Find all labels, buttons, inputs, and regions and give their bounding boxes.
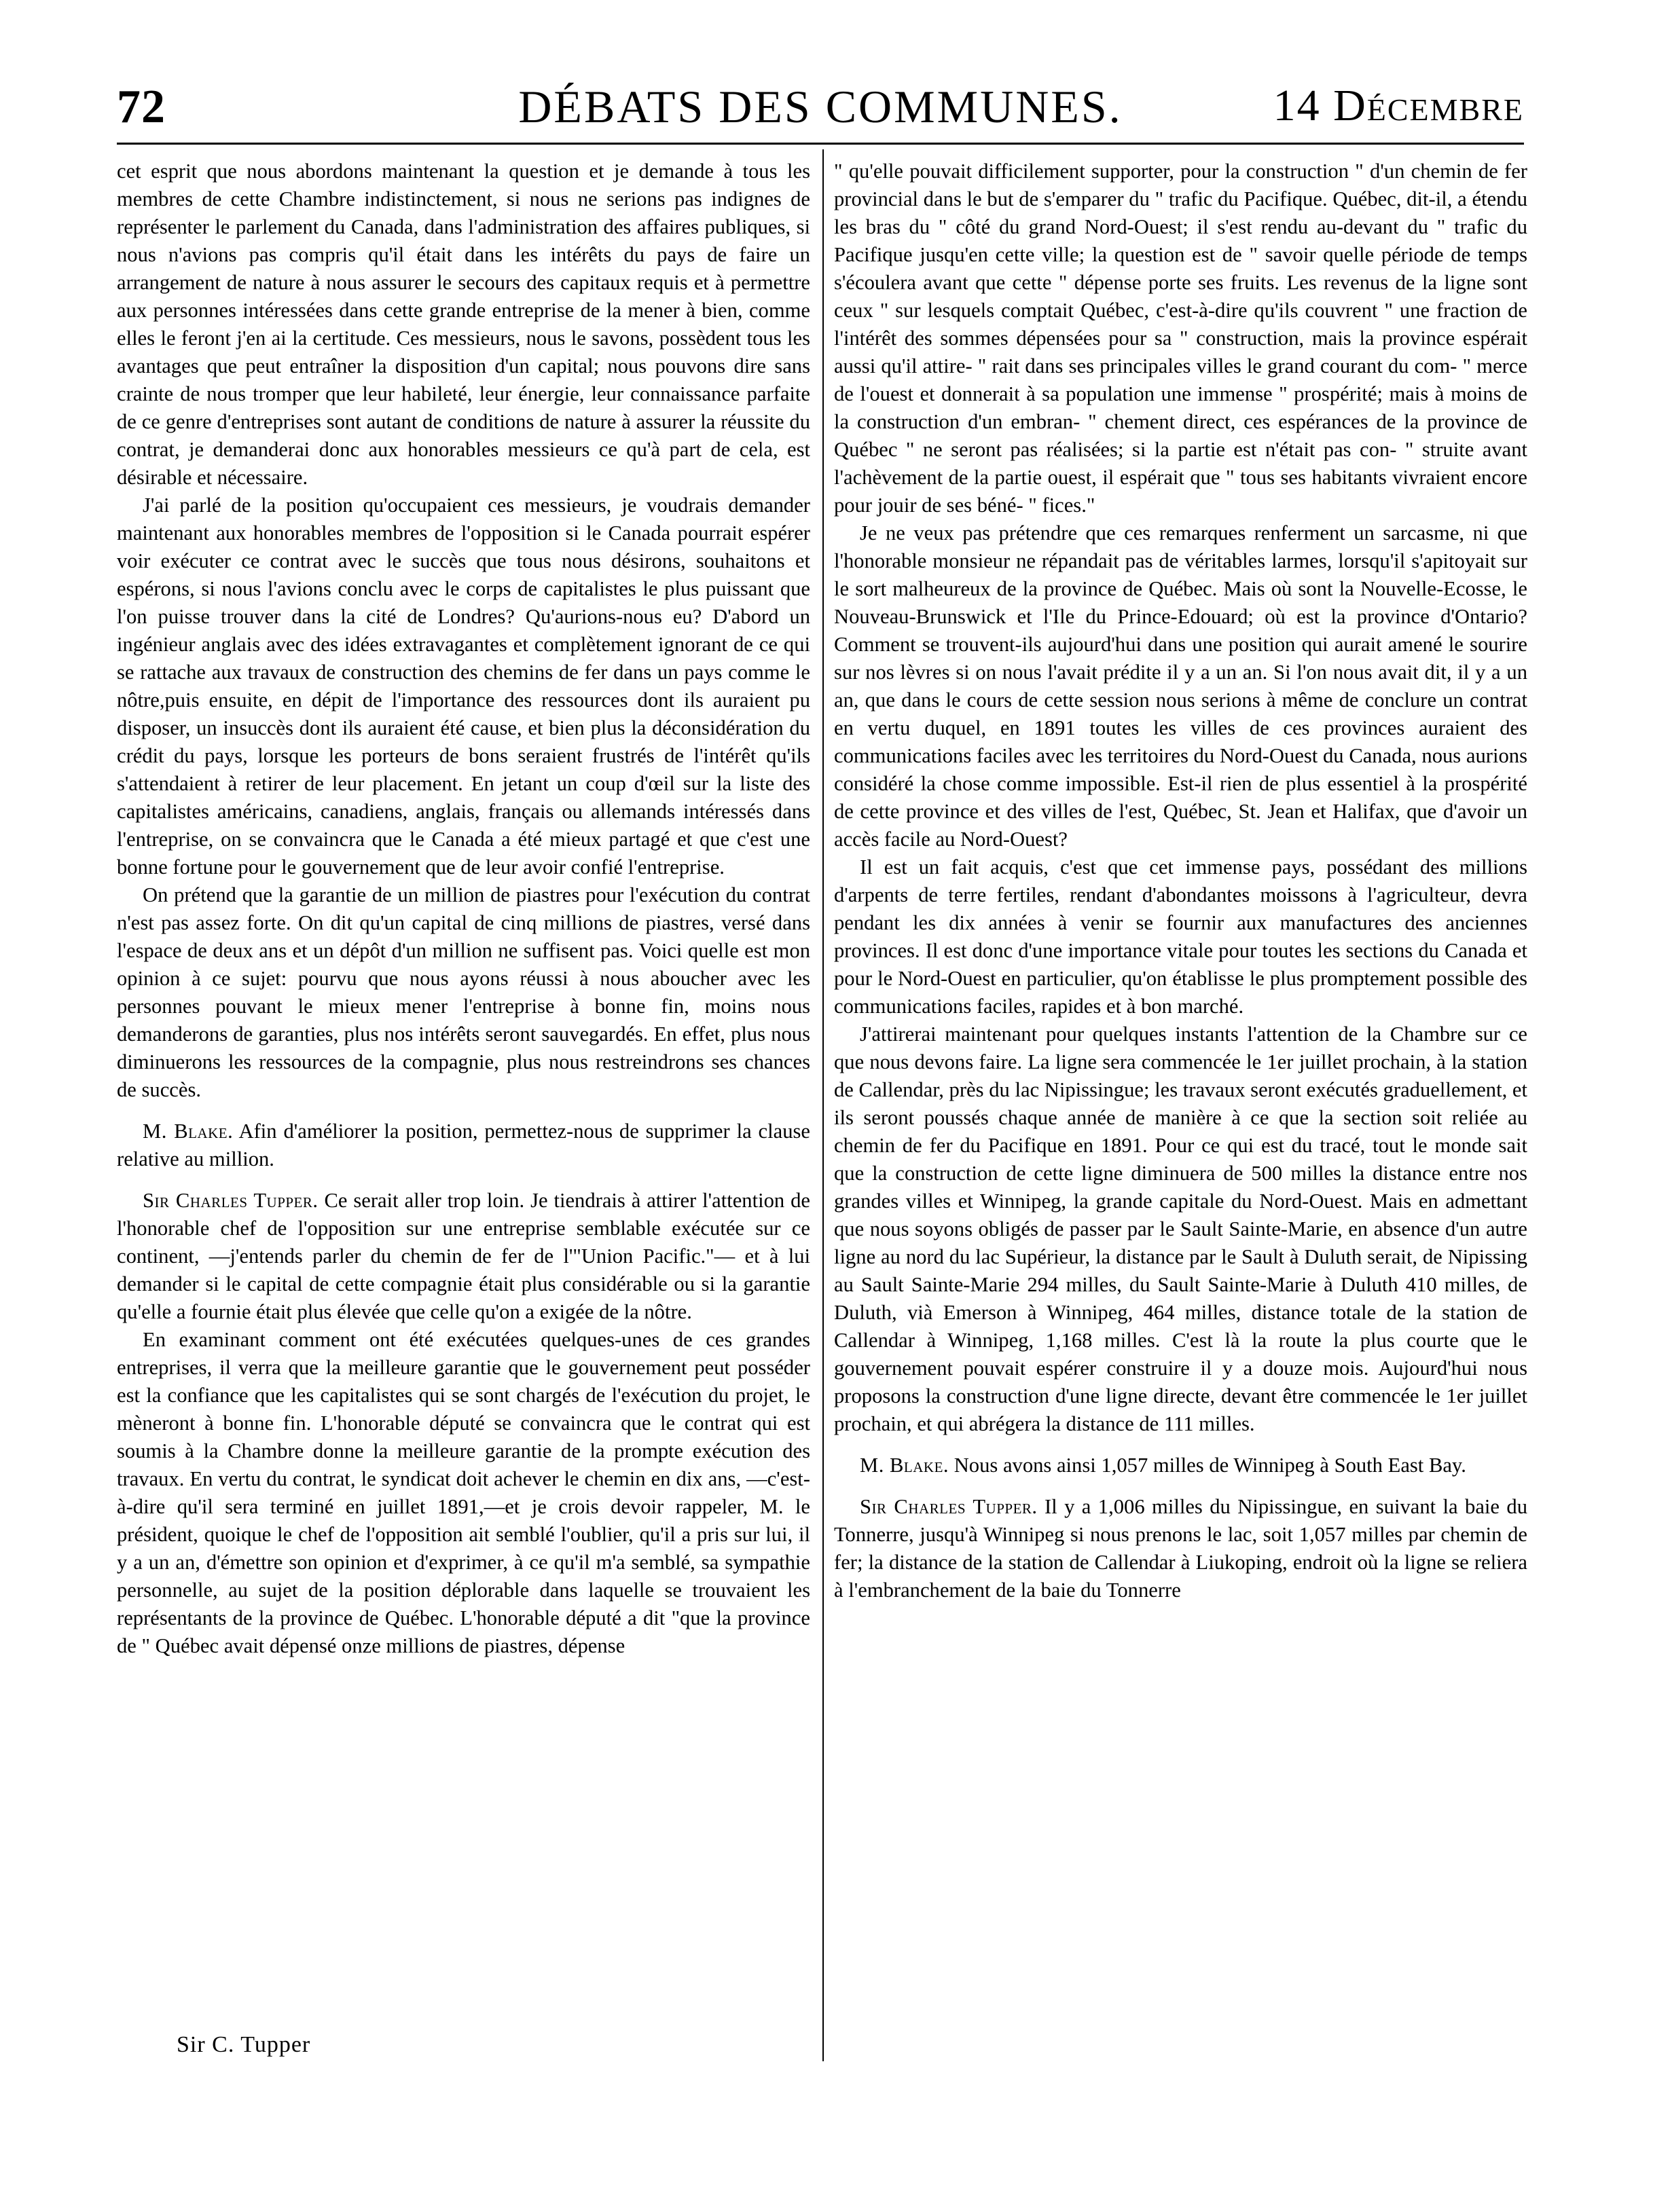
speech-paragraph	[117, 1118, 810, 1173]
speech-text: Nous avons ainsi 1,057 milles de Winnipeg à South East Bay.	[954, 1454, 1466, 1477]
publication-title: DÉBATS DES COMMUNES.	[518, 81, 1123, 132]
page-header	[117, 68, 1524, 143]
left-column	[117, 158, 810, 2031]
paragraph: En examinant comment ont été exécutées quelques-unes de ces grandes entreprises, il verra que la meilleure garantie que le gouvernement peut posséder est la confiance que les capitalistes qui se sont chargés de l'exécution du projet, le mèneront à bonne fin. L'honorable député se convaincra que le contrat qui est soumis à la Chambre donne la meilleure garantie de la prompte exécution des travaux. En vertu du contrat, le syndicat doit achever le chemin en dix ans, —c'est-à-dire qu'il sera terminé en juillet 1891,—et je crois devoir rappeler, M. le président, quoique le chef de l'opposition ait semblé l'oublier, qu'il a pris sur lui, il y a un an, d'émettre son opinion et d'exprimer, à ce qu'il m'a semblé, sa sympathie personnelle, au sujet de la position déplorable dans laquelle se trouvaient les représentants de la province de Québec. L'honorable député a dit "que la province de " Québec avait dépensé onze millions de piastres, dépense	[117, 1328, 810, 1657]
speaker-name: M. Blake.	[143, 1120, 234, 1143]
quoted-paragraph: " qu'elle pouvait difficilement supporter, pour la construction " d'un chemin de fer provincial dans le but de s'emparer du " trafic du Pacifique. Québec, dit-il, a étendu les bras du " côté du grand Nord-Ouest; il s'est rendu au-devant du " trafic du Pacifique jusqu'en cette ville; la question est de " savoir quelle période de temps s'écoulera avant que cette " dépense porte ses fruits. Les revenus de la ligne sont ceux " sur lesquels comptait Québec, c'est-à-dire qu'ils couvrent " une fraction de l'intérêt des sommes dépensées pour sa " construction, mais la province espérait aussi qu'il attire- " rait dans ses principales villes le grand courant du com- " merce de l'ouest et donnerait à sa population une immense " prospérité; mais à moins de la construction d'un embran- " chement direct, ces espérances de la province de Québec " ne seront pas réalisées; si la partie est n'était pas con- " struite avant l'achèvement de la partie ouest, il espérait que " tous ses habitants vivraient encore pour jouir de ses béné- " fices."	[834, 160, 1527, 517]
header-rule	[117, 143, 1524, 145]
speaker-name: Sir Charles Tupper.	[143, 1189, 319, 1212]
speech-paragraph	[834, 1452, 1527, 1479]
speech-text: Ce serait aller trop loin. Je tiendrais à attirer l'attention de l'honorable chef de l'opposition sur une entreprise semblable exécutée sur ce continent, —j'entends parler du chemin de fer de l'"Union Pacific."— et à lui demander si le capital de cette compagnie était plus considérable ou si la garantie qu'elle a fournie était plus élevée que celle qu'on a exigée de la nôtre.	[117, 1189, 810, 1323]
speech-text: Il y a 1,006 milles du Nipissingue, en suivant la baie du Tonnerre, jusqu'à Winnipeg si nous prenons le lac, soit 1,057 milles par chemin de fer; la distance de la station de Callendar à Liukoping, endroit où la ligne se reliera à l'embranchement de la baie du Tonnerre	[834, 1495, 1527, 1602]
paragraph: Je ne veux pas prétendre que ces remarques renferment un sarcasme, ni que l'honorable monsieur ne répandait pas de véritables larmes, lorsqu'il s'apitoyait sur le sort malheureux de la province de Québec. Mais où sont la Nouvelle-Ecosse, le Nouveau-Brunswick et l'Ile du Prince-Edouard; où est la province d'Ontario? Comment se trouvent-ils aujourd'hui dans une position qui aurait amené le sourire sur nos lèvres si on nous l'avait prédite il y a un an. Si l'on nous avait dit, il y a un an, que dans le cours de cette session nous serions à même de conclure un contrat en vertu duquel, en 1891 toutes les villes de ces provinces auraient des communications faciles avec les territoires du Nord-Ouest du Canada, nous aurions considéré la chose comme impossible. Est-il rien de plus essentiel à la prospérité de cette province et des villes de l'est, Québec, St. Jean et Halifax, que d'avoir un accès facile au Nord-Ouest?	[834, 521, 1527, 851]
paragraph: Il est un fait acquis, c'est que cet immense pays, possédant des millions d'arpents de terre fertiles, rendant d'abondantes moissons à l'agriculteur, devra pendant les dix années à venir se fournir aux manufactures des anciennes provinces. Il est donc d'une importance vitale pour toutes les sections du Canada et pour le Nord-Ouest en particulier, qu'on établisse le plus promptement possible des communications faciles, rapides et à bon marché.	[834, 855, 1527, 1018]
paragraph: J'attirerai maintenant pour quelques instants l'attention de la Chambre sur ce que nous devons faire. La ligne sera commencée le 1er juillet prochain, à la station de Callendar, près du lac Nipissingue; les travaux seront exécutés graduellement, et ils seront poussés chaque année de manière à ce que la section soit reliée au chemin de fer du Pacifique en 1891. Pour ce qui est du tracé, tout le monde sait que la construction de cette ligne diminuera de 500 milles la distance entre nos grandes villes et Winnipeg, la grande capitale du Nord-Ouest. Mais en admettant que nous soyons obligés de passer par le Sault Sainte-Marie, en absence d'un autre ligne au nord du lac Supérieur, la distance par le Sault à Duluth serait, de Nipissing au Sault Sainte-Marie 294 milles, du Sault Sainte-Marie à Duluth 410 milles, de Duluth, vià Emerson à Winnipeg, 464 milles, distance totale de la station de Callendar à Winnipeg, 1,168 milles. C'est là la route la plus courte que le gouvernement pouvait espérer construire il y a douze mois. Aujourd'hui nous proposons la construction d'une ligne directe, devant être commencée le 1er juillet prochain, et qui abrégera la distance de 111 milles.	[834, 1022, 1527, 1435]
paragraph: On prétend que la garantie de un million de piastres pour l'exécution du contrat n'est pas assez forte. On dit qu'un capital de cinq millions de piastres, versé dans l'espace de deux ans et un dépôt d'un million ne suffisent pas. Voici quelle est mon opinion à ce sujet: pourvu que nous ayons réussi à nous aboucher avec les personnes pouvant le mieux mener l'entreprise à bonne fin, moins nous demanderons de garanties, plus nos intérêts seront sauvegardés. En effet, plus nous diminuerons les ressources de la compagnie, plus nous restreindrons ses chances de succès.	[117, 883, 810, 1101]
speech-text: Afin d'améliorer la position, permettez-nous de supprimer la clause relative au million.	[117, 1120, 810, 1170]
paragraph: cet esprit que nous abordons maintenant la question et je demande à tous les membres de cette Chambre indistinctement, si nous ne serions pas indignes de représenter le parlement du Canada, dans l'administration des affaires publiques, si nous n'avions pas compris qu'il était dans les intérêts du pays de faire un arrangement de nature à nous assurer le secours des capitaux requis et à permettre aux personnes intéressées dans cette grande entreprise de la mener à bien, comme elles le feront j'en ai la certitude. Ces messieurs, nous le savons, possèdent tous les avantages que peut entraîner la disposition d'un capital; nous pouvons dire sans crainte de nous tromper que leur habileté, leur énergie, leur connaissance parfaite de ce genre d'entreprises sont autant de conditions de nature à assurer la réussite du contrat, je demanderai donc aux honorables messieurs ce qu'à part de cela, est désirable et nécessaire.	[117, 160, 810, 489]
paragraph: J'ai parlé de la position qu'occupaient ces messieurs, je voudrais demander maintenant aux honorables membres de l'opposition si le Canada pourrait espérer voir exécuter ce contrat avec le succès que tous nous désirons, souhaitons et espérons, si nous l'avions conclu avec le corps de capitalistes le plus puissant que l'on puisse trouver dans la cité de Londres? Qu'aurions-nous eu? D'abord un ingénieur anglais avec des idées extravagantes et complètement ignorant de ce qui se rattache aux travaux de construction des chemins de fer dans un pays comme le nôtre,puis ensuite, en dépit de l'importance des ressources dont ils auraient pu disposer, un insuccès dont ils auraient été cause, et bien plus la déconsidération du crédit du pays, lorsque les porteurs de bons seraient frustrés de l'intérêt qu'ils s'attendaient à retirer de leur placement. En jetant un coup d'œil sur la liste des capitalistes américains, canadiens, anglais, français ou allemands intéressés dans l'entreprise, on se convaincra que le Canada a été mieux partagé et que c'est une bonne fortune pour le gouvernement que de leur avoir confié l'entreprise.	[117, 494, 810, 879]
speech-paragraph	[117, 1187, 810, 1326]
speech-paragraph	[834, 1493, 1527, 1604]
right-column	[834, 158, 1527, 2031]
footer-signature: Sir C. Tupper	[177, 2032, 311, 2057]
column-divider	[822, 149, 824, 2061]
page-number: 72	[117, 81, 166, 133]
page-date: 14 Décembre	[1273, 81, 1524, 130]
speaker-name: M. Blake.	[860, 1454, 949, 1477]
speaker-name: Sir Charles Tupper.	[860, 1495, 1038, 1518]
